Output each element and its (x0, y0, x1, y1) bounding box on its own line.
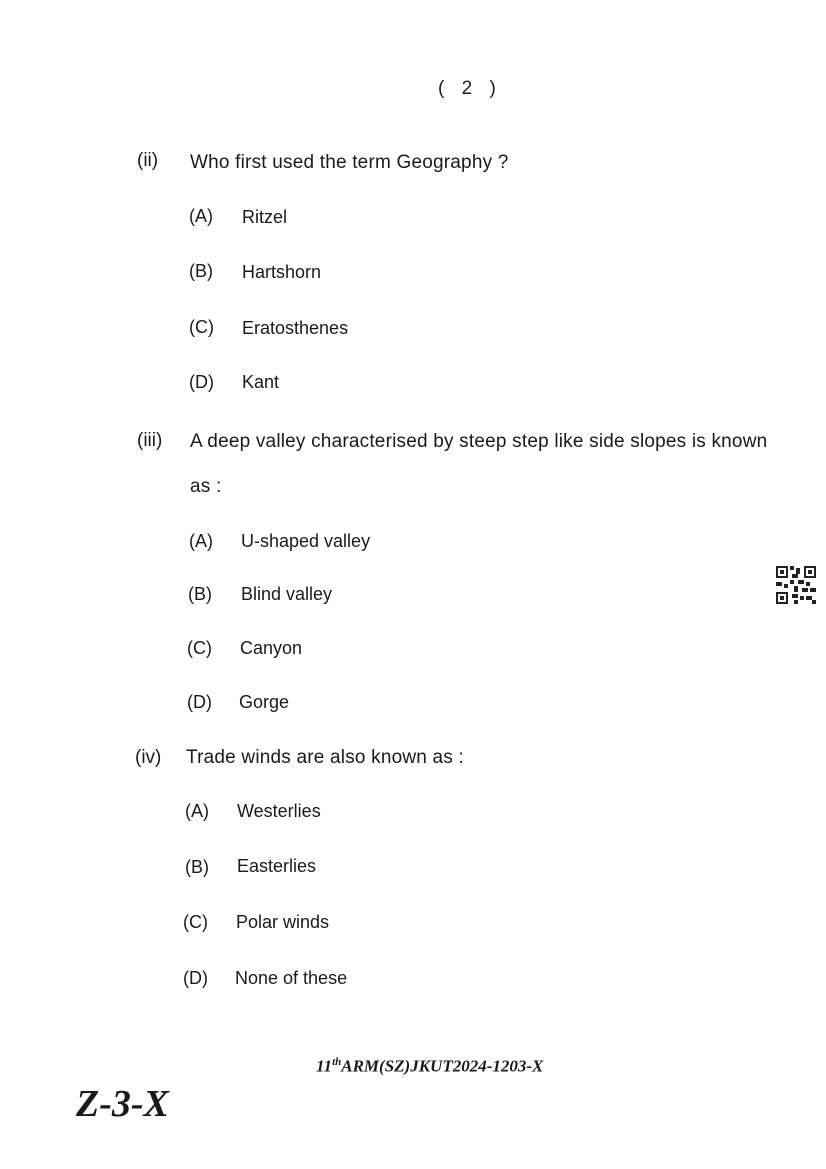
exam-code-superscript: th (332, 1056, 342, 1068)
option-text: Ritzel (242, 207, 288, 227)
option-text: Easterlies (237, 856, 317, 876)
option-text: Blind valley (241, 584, 333, 604)
option-text: Eratosthenes (242, 318, 349, 338)
option-letter: (B) (189, 261, 213, 281)
option-letter: (D) (189, 372, 214, 392)
option-letter: (D) (183, 968, 208, 988)
paper-code: Z-3-X (76, 1083, 169, 1125)
option-text: Kant (242, 372, 280, 392)
option-letter: (B) (188, 584, 212, 604)
exam-code (316, 1056, 543, 1077)
option-text: Hartshorn (242, 262, 322, 282)
option-letter: (A) (185, 801, 209, 821)
option-text: Polar winds (236, 912, 330, 932)
qr-code-icon (776, 566, 816, 604)
option-text: None of these (235, 968, 348, 988)
question-number: (iii) (137, 430, 163, 451)
exam-code-prefix: 11 (316, 1056, 333, 1076)
question-text: A deep valley characterised by steep step like side slopes is known (190, 431, 768, 452)
option-letter: (B) (185, 857, 209, 877)
option-letter: (A) (189, 206, 213, 226)
question-text: Who first used the term Geography ? (190, 152, 509, 173)
option-text: Canyon (240, 638, 303, 658)
option-letter: (A) (189, 531, 213, 551)
exam-code-rest: ARM(SZ)JKUT2024-1203-X (341, 1056, 544, 1076)
question-text: Trade winds are also known as : (186, 747, 464, 768)
option-letter: (C) (189, 317, 214, 337)
option-text: Westerlies (237, 801, 321, 821)
question-number: (ii) (137, 150, 159, 171)
option-letter: (C) (187, 638, 212, 658)
option-letter: (C) (183, 912, 208, 932)
option-text: Gorge (239, 692, 290, 712)
page-number: ( 2 ) (438, 78, 502, 99)
question-number: (iv) (135, 747, 162, 768)
option-letter: (D) (187, 692, 212, 712)
option-text: U-shaped valley (241, 531, 371, 551)
question-text-continued: as : (190, 476, 222, 497)
